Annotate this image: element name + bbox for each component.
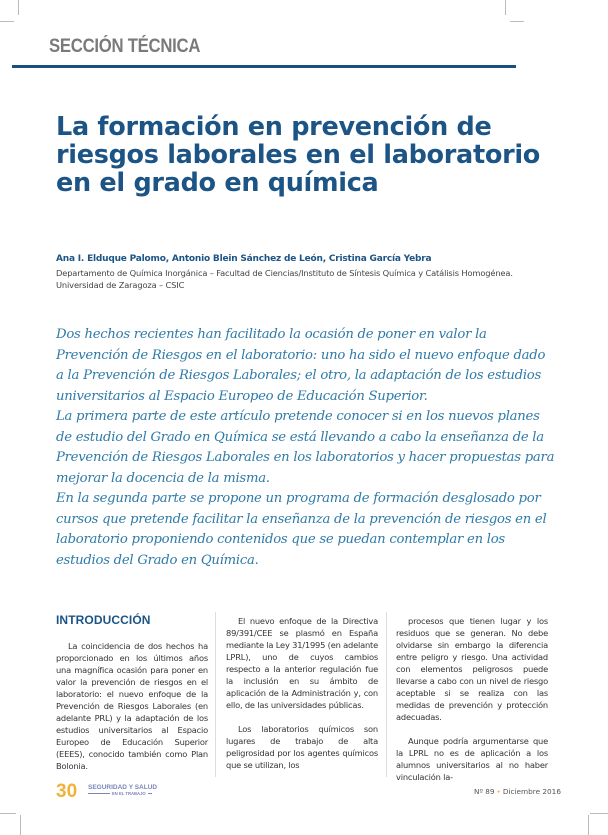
abstract-paragraph: La primera parte de este artículo pretende conocer si en los nuevos planes de estudio del Grado en Química se está llevando a cabo la enseñanza de la Prevención de Riesgos Laborales en los laboratorios y hacer propuestas para mejorar la docencia de la misma. (56, 409, 555, 486)
issue-date: Diciembre 2016 (502, 787, 561, 796)
crop-mark (505, 0, 506, 15)
crop-mark (18, 0, 19, 15)
body-paragraph: procesos que tienen lugar y los residuos que se generan. No debe olvidarse sin embargo la diferencia entre peligro y riesgo. Una actividad con elementos peligrosos puede llevarse a cabo con un nivel de riesgo aceptable si se realiza con las medidas de prevención y protección adecuadas. (396, 616, 548, 722)
crop-mark (588, 815, 589, 835)
abstract-paragraph: Dos hechos recientes han facilitado la ocasión de poner en valor la Prevención de Riesgos en el laboratorio: uno ha sido el nuevo enfoque dado a la Prevención de Riesgos Laborales; el otro, la adaptación de los estudios universitarios al Espacio Europeo de Educación Superior. (56, 327, 546, 404)
crop-mark (590, 813, 608, 814)
section-heading-introduccion: INTRODUCCIÓN (56, 613, 151, 627)
affiliation: Departamento de Química Inorgánica – Facultad de Ciencias/Instituto de Síntesis Química y Catálisis Homogénea. Universidad de Zaragoza – CSIC (56, 268, 513, 290)
magazine-logo (88, 784, 166, 796)
column-divider (215, 612, 216, 777)
logo-line (148, 793, 152, 794)
crop-mark (0, 813, 16, 814)
body-paragraph: Aunque podría argumentarse que la LPRL no es de aplicación a los alumnos universitarios al no haber vinculación la- (396, 736, 548, 782)
body-column-3 (396, 615, 548, 783)
body-paragraph: La coincidencia de dos hechos ha proporcionado en los últimos años una magnífica ocasión para poner en valor la prevención de riesgos en el laboratorio: el nuevo enfoque de la Prevención de Riesgos Laborales (en adelante PRL) y la adaptación de los estudios universitarios al Espacio Europeo de Educación Superior (EEES), conocido también como Plan Bolonia. (56, 641, 208, 771)
abstract-paragraph: En la segunda parte se propone un programa de formación desglosado por cursos que pretende facilitar la enseñanza de la prevención de riesgos en el laboratorio proponiendo contenidos que se puedan contemplar en los estudios del Grado en Química. (56, 491, 547, 568)
body-paragraph: El nuevo enfoque de la Directiva 89/391/CEE se plasmó en España mediante la Ley 31/1995 (en adelante LPRL), uno de cuyos cambios respecto a la anterior regulación fue la inclusión en su ámbito de aplicación de la Administración y, con ello, de las universidades públicas. (226, 616, 378, 710)
title-line: riesgos laborales en el laboratorio (56, 140, 540, 170)
issue-number: Nº 89 (474, 787, 495, 796)
crop-mark (510, 21, 524, 22)
authors: Ana I. Elduque Palomo, Antonio Blein Sánchez de León, Cristina García Yebra (56, 254, 432, 264)
body-paragraph: Los laboratorios químicos son lugares de trabajo de alta peligrosidad por los agentes químicos que se utilizan, los (226, 724, 378, 770)
page-number: 30 (56, 781, 78, 802)
logo-line (88, 793, 110, 794)
abstract (56, 325, 556, 571)
crop-mark (0, 21, 14, 22)
article-title (56, 113, 556, 197)
title-line: La formación en prevención de (56, 112, 492, 142)
crop-mark (20, 815, 21, 835)
issue-info (474, 787, 561, 796)
header-rule (12, 65, 516, 68)
magazine-name-line2: EN EL TRABAJO (112, 791, 146, 796)
magazine-name-line1: SEGURIDAD Y SALUD (88, 784, 158, 791)
section-header: SECCIÓN TÉCNICA (49, 36, 201, 57)
body-column-1 (56, 614, 208, 772)
separator-dot: • (496, 787, 501, 796)
magazine-name-line2-wrap (88, 791, 166, 796)
title-line: en el grado en química (56, 168, 379, 198)
column-divider (386, 612, 387, 777)
body-column-2 (226, 615, 378, 771)
